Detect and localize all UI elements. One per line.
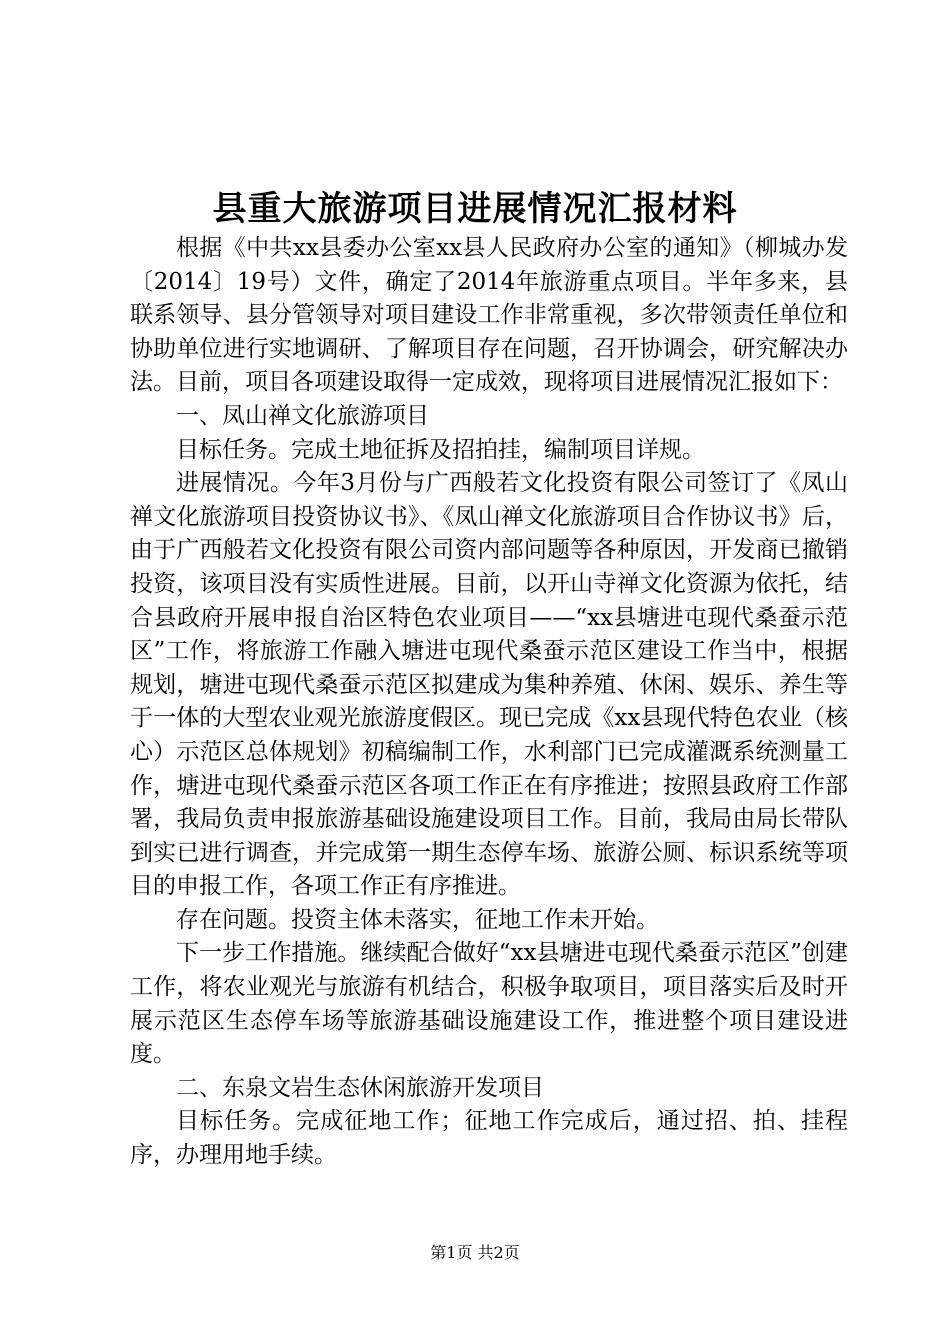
paragraph-target-2: 目标任务。完成征地工作；征地工作完成后，通过招、拍、挂程序，办理用地手续。 [130,1108,848,1169]
paragraph-target-1: 目标任务。完成土地征拆及招拍挂，编制项目详规。 [176,436,705,463]
page-number-footer: 第1页 共2页 [430,1243,520,1262]
document-body [130,232,848,1173]
paragraph-problems-1: 存在问题。投资主体未落实，征地工作未开始。 [176,906,659,933]
section-heading-2: 二、东泉文岩生态休闲旅游开发项目 [176,1074,544,1101]
paragraph-progress-1: 进展情况。今年3月份与广西般若文化投资有限公司签订了《凤山禅文化旅游项目投资协议书》、《凤山禅文化旅游项目合作协议书》后，由于广西般若文化投资有限公司资内部问题等各种原因，开发商已撤销投资，该项目没有实质性进展。目前，以开山寺禅文化资源为依托，结合县政府开展申报自治区特色农业项目——“xx县塘进屯现代桑蚕示范区”工作，将旅游工作融入塘进屯现代桑蚕示范区建设工作当中，根据规划，塘进屯现代桑蚕示范区拟建成为集种养殖、休闲、娱乐、养生等于一体的大型农业观光旅游度假区。现已完成《xx县现代特色农业（核心）示范区总体规划》初稿编制工作，水利部门已完成灌溉系统测量工作，塘进屯现代桑蚕示范区各项工作正在有序推进；按照县政府工作部署，我局负责申报旅游基础设施建设项目工作。目前，我局由局长带队到实已进行调查，并完成第一期生态停车场、旅游公厕、标识系统等项目的申报工作，各项工作正有序推进。 [130,470,848,900]
document-title: 县重大旅游项目进展情况汇报材料 [212,189,738,229]
section-heading-1: 一、凤山禅文化旅游项目 [176,402,429,429]
paragraph-intro: 根据《中共xx县委办公室xx县人民政府办公室的通知》（柳城办发〔2014〕19号）文件，确定了2014年旅游重点项目。半年多来，县联系领导、县分管领导对项目建设工作非常重视，多次带领责任单位和协助单位进行实地调研、了解项目存在问题，召开协调会，研究解决办法。目前，项目各项建设取得一定成效，现将项目进展情况汇报如下： [130,235,848,396]
paragraph-next-steps-1: 下一步工作措施。继续配合做好“xx县塘进屯现代桑蚕示范区”创建工作，将农业观光与旅游有机结合，积极争取项目，项目落实后及时开展示范区生态停车场等旅游基础设施建设工作，推进整个项目建设进度。 [130,940,848,1068]
